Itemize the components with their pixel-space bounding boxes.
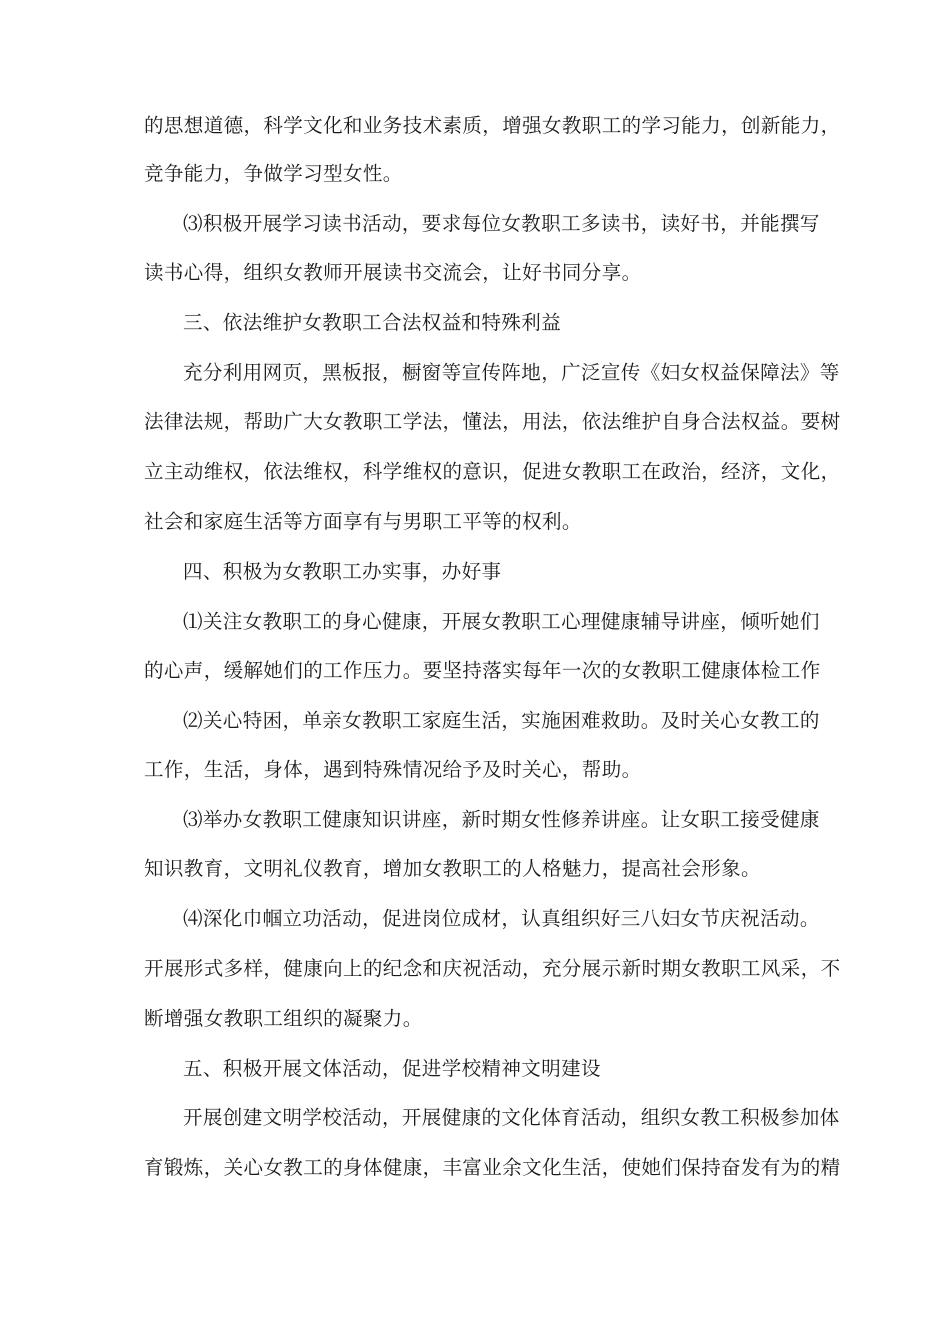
text-line: 的心声，缓解她们的工作压力。要坚持落实每年一次的女教职工健康体检工作: [144, 659, 821, 682]
text-line: 开展形式多样，健康向上的纪念和庆祝活动，充分展示新时期女教职工风采，不: [144, 957, 841, 980]
text-line: 立主动维权，依法维权，科学维权的意识，促进女教职工在政治，经济，文化，: [144, 460, 841, 483]
text-line: ⑴关注女教职工的身心健康，开展女教职工心理健康辅导讲座，倾听她们: [183, 610, 820, 633]
text-line: 知识教育，文明礼仪教育，增加女教职工的人格魅力，提高社会形象。: [144, 857, 761, 880]
section-heading: 四、积极为女教职工办实事，办好事: [183, 560, 502, 583]
text-line: 开展创建文明学校活动，开展健康的文化体育活动，组织女教工积极参加体: [183, 1106, 840, 1129]
text-line: ⑷深化巾帼立功活动，促进岗位成材，认真组织好三八妇女节庆祝活动。: [183, 907, 820, 930]
section-heading: 五、积极开展文体活动，促进学校精神文明建设: [183, 1057, 601, 1080]
text-line: ⑶举办女教职工健康知识讲座，新时期女性修养讲座。让女职工接受健康: [183, 808, 820, 831]
text-line: 法律法规，帮助广大女教职工学法，懂法，用法，依法维护自身合法权益。要树: [144, 410, 841, 433]
text-line: 充分利用网页，黑板报，橱窗等宣传阵地，广泛宣传《妇女权益保障法》等: [183, 361, 840, 384]
text-line: 断增强女教职工组织的凝聚力。: [144, 1007, 423, 1030]
text-line: 育锻炼，关心女教工的身体健康，丰富业余文化生活，使她们保持奋发有为的精: [144, 1156, 841, 1179]
section-heading: 三、依法维护女教职工合法权益和特殊利益: [183, 311, 562, 334]
text-line: 的思想道德，科学文化和业务技术素质，增强女教职工的学习能力，创新能力，: [144, 114, 841, 137]
text-line: 竞争能力，争做学习型女性。: [144, 162, 403, 185]
text-line: 读书心得，组织女教师开展读书交流会，让好书同分享。: [144, 261, 642, 284]
text-line: ⑵关心特困，单亲女教职工家庭生活，实施困难救助。及时关心女教工的: [183, 709, 820, 732]
text-line: ⑶积极开展学习读书活动，要求每位女教职工多读书，读好书，并能撰写: [183, 212, 820, 235]
text-line: 工作，生活，身体，遇到特殊情况给予及时关心，帮助。: [144, 758, 642, 781]
text-line: 社会和家庭生活等方面享有与男职工平等的权利。: [144, 510, 582, 533]
